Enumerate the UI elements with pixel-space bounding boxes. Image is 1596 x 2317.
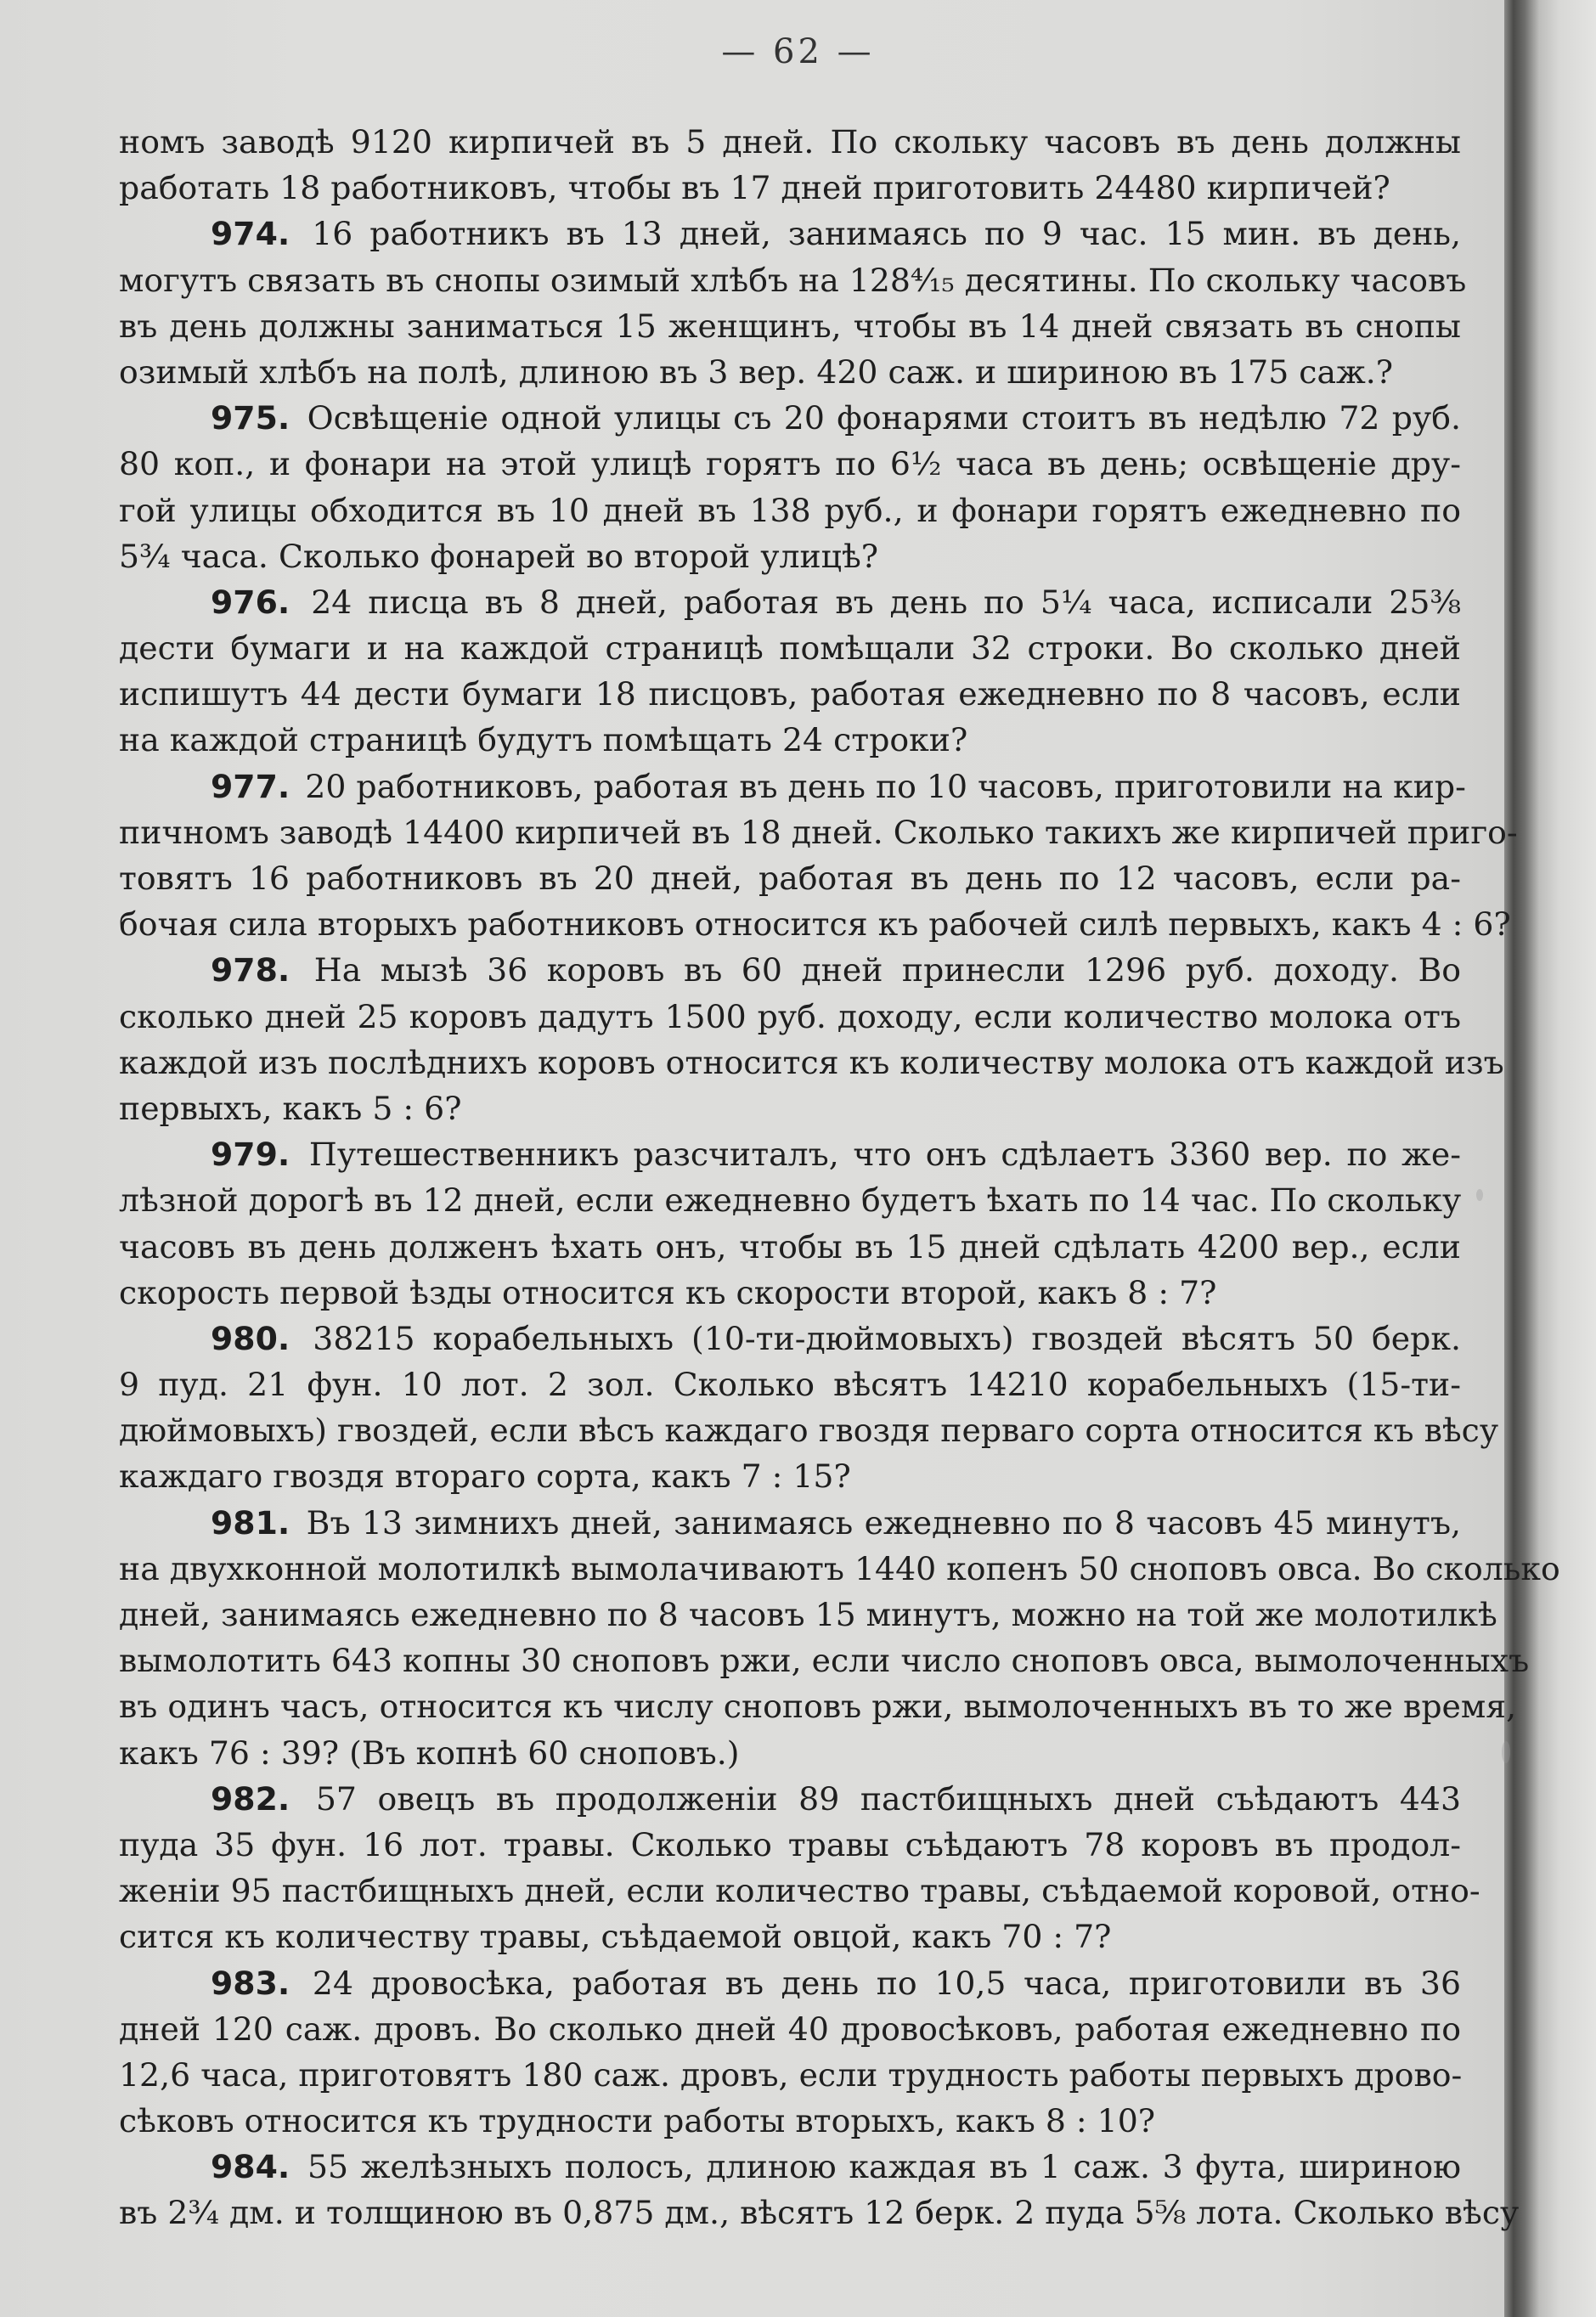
line-text: на двухконной молотилкѣ вымолачиваютъ 1440 копенъ 50 сноповъ овса. Во сколько [119, 1549, 1560, 1587]
line-text: 24 писца въ 8 дней, работая въ день по 5¼ часа, исписали 25⅜ [311, 583, 1461, 621]
line-text: работать 18 работниковъ, чтобы въ 17 дней приготовить 24480 кирпичей? [119, 169, 1390, 207]
line-text: сѣковъ относится къ трудности работы вторыхъ, какъ 8 : 10? [119, 2102, 1156, 2140]
text-line [119, 349, 1461, 395]
text-line [119, 1822, 1461, 1868]
line-text: вымолотить 643 копны 30 сноповъ ржи, если число сноповъ овса, вымолоченныхъ [119, 1642, 1530, 1680]
line-text: дюймовыхъ) гвоздей, если вѣсъ каждаго гвоздя перваго сорта относится къ вѣсу [119, 1412, 1499, 1450]
paper-stain [1476, 1189, 1483, 1201]
problem-start-line [119, 1131, 1461, 1177]
line-text: 5¾ часа. Сколько фонарей во второй улицѣ? [119, 537, 879, 575]
line-text: въ одинъ часъ, относится къ числу сноповъ ржи, вымолоченныхъ въ то же время, [119, 1688, 1517, 1726]
text-line [119, 1407, 1499, 1453]
text-line [119, 855, 1461, 901]
text-line [119, 1224, 1461, 1270]
line-text: лѣзной дорогѣ въ 12 дней, если ежедневно будетъ ѣхать по 14 час. По скольку [119, 1181, 1462, 1220]
line-text: На мызѣ 36 коровъ въ 60 дней принесли 1296 руб. доходу. Во [313, 951, 1461, 989]
text-line [119, 2190, 1520, 2235]
problem-start-line [119, 1776, 1461, 1822]
text-line [119, 2098, 1461, 2144]
text-line [119, 1592, 1497, 1638]
problem-number: 978. [211, 951, 290, 989]
line-text: каждаго гвоздя втораго сорта, какъ 7 : 15? [119, 1457, 851, 1496]
text-line [119, 119, 1461, 165]
text-line [119, 671, 1461, 717]
problem-start-line [119, 211, 1461, 257]
problem-start-line [119, 764, 1466, 809]
line-text: 57 овецъ въ продолженіи 89 пастбищныхъ дней съѣдаютъ 443 [315, 1779, 1461, 1818]
text-line [119, 717, 1461, 763]
text-body [119, 119, 1560, 2236]
line-text: женіи 95 пастбищныхъ дней, если количество травы, съѣдаемой коровой, отно- [119, 1872, 1480, 1910]
line-text: 12,6 часа, приготовятъ 180 саж. дровъ, если трудность работы первыхъ дрово- [119, 2055, 1463, 2094]
problem-number: 982. [211, 1779, 290, 1818]
text-line [119, 165, 1461, 211]
line-text: Въ 13 зимнихъ дней, занимаясь ежедневно по 8 часовъ 45 минутъ, [306, 1503, 1462, 1542]
line-text: 55 желѣзныхъ полосъ, длиною каждая въ 1 саж. 3 фута, шириною [307, 2148, 1461, 2186]
line-text: скорость первой ѣзды относится къ скорости второй, какъ 8 : 7? [119, 1273, 1217, 1311]
line-text: сколько дней 25 коровъ дадутъ 1500 руб. доходу, если количество молока отъ [119, 997, 1461, 1035]
text-line [119, 257, 1467, 303]
line-text: озимый хлѣбъ на полѣ, длиною въ 3 вер. 420 саж. и шириною въ 175 саж.? [119, 352, 1394, 391]
line-text: въ день должны заниматься 15 женщинъ, чтобы въ 14 дней связать въ снопы [119, 307, 1461, 345]
line-text: испишутъ 44 дести бумаги 18 писцовъ, работая ежедневно по 8 часовъ, если [119, 675, 1461, 713]
line-text: 9 пуд. 21 фун. 10 лот. 2 зол. Сколько вѣсятъ 14210 корабельныхъ (15-ти- [119, 1366, 1461, 1404]
line-text: Освѣщеніе одной улицы съ 20 фонарями стоитъ въ недѣлю 72 руб. [307, 399, 1462, 437]
text-line [119, 1453, 1461, 1499]
text-line [119, 1361, 1461, 1407]
line-text: 38215 корабельныхъ (10-ти-дюймовыхъ) гвоздей вѣсятъ 50 берк. [313, 1319, 1461, 1357]
problem-number: 980. [211, 1319, 290, 1357]
text-line [119, 2006, 1461, 2052]
text-line [119, 533, 1461, 579]
text-line [119, 1638, 1530, 1683]
text-line [119, 809, 1518, 855]
problem-number: 979. [211, 1136, 290, 1174]
text-line [119, 1683, 1517, 1729]
text-line [119, 901, 1511, 947]
line-text: товятъ 16 работниковъ въ 20 дней, работая въ день по 12 часовъ, если ра- [119, 860, 1461, 897]
line-text: номъ заводѣ 9120 кирпичей въ 5 дней. По скольку часовъ въ день должны [119, 123, 1461, 161]
text-line [119, 1546, 1560, 1592]
line-text: могутъ связать въ снопы озимый хлѣбъ на 128⁴⁄₁₅ десятины. По скольку часовъ [119, 261, 1467, 299]
problem-start-line [119, 1500, 1461, 1546]
text-line [119, 1730, 1461, 1776]
problem-start-line [119, 2144, 1461, 2190]
line-text: бочая сила вторыхъ работниковъ относится къ рабочей силѣ первыхъ, какъ 4 : 6? [119, 905, 1511, 944]
text-line [119, 994, 1461, 1040]
line-text: 16 работникъ въ 13 дней, занимаясь по 9 час. 15 мин. въ день, [312, 215, 1461, 253]
line-text: дней 120 саж. дровъ. Во сколько дней 40 дровосѣковъ, работая ежедневно по [119, 2010, 1461, 2048]
problem-number: 974. [211, 215, 290, 253]
line-text: пичномъ заводѣ 14400 кирпичей въ 18 дней. Сколько такихъ же кирпичей приго- [119, 813, 1518, 851]
text-line [119, 303, 1461, 349]
line-text: дней, занимаясь ежедневно по 8 часовъ 15 минутъ, можно на той же молотилкѣ [119, 1596, 1497, 1633]
text-line [119, 2052, 1461, 2098]
line-text: какъ 76 : 39? (Въ копнѣ 60 сноповъ.) [119, 1734, 740, 1772]
problem-number: 975. [211, 399, 290, 437]
text-line [119, 488, 1461, 533]
text-line [119, 1040, 1504, 1085]
line-text: 24 дровосѣка, работая въ день по 10,5 часа, приготовили въ 36 [312, 1964, 1462, 2002]
problem-start-line [119, 947, 1461, 993]
text-line [119, 1085, 1461, 1131]
line-text: на каждой страницѣ будутъ помѣщать 24 строки? [119, 721, 968, 759]
text-line [119, 1868, 1480, 1914]
line-text: въ 2¾ дм. и толщиною въ 0,875 дм., вѣсятъ 12 берк. 2 пуда 5⅝ лота. Сколько вѣсу [119, 2194, 1520, 2232]
problem-number: 976. [211, 583, 290, 621]
line-text: каждой изъ послѣднихъ коровъ относится къ количеству молока отъ каждой изъ [119, 1043, 1504, 1081]
problem-start-line [119, 1960, 1461, 2006]
problem-number: 981. [211, 1503, 290, 1542]
line-text: дести бумаги и на каждой страницѣ помѣщали 32 строки. Во сколько дней [119, 629, 1461, 668]
line-text: часовъ въ день долженъ ѣхать онъ, чтобы въ 15 дней сдѣлать 4200 вер., если [119, 1227, 1461, 1266]
line-text: первыхъ, какъ 5 : 6? [119, 1089, 462, 1127]
problem-start-line [119, 579, 1461, 625]
problem-start-line [119, 1316, 1461, 1361]
problem-number: 983. [211, 1964, 290, 2002]
problem-number: 984. [211, 2148, 290, 2186]
line-text: 20 работниковъ, работая въ день по 10 часовъ, приготовили на кир- [305, 767, 1466, 805]
problem-number: 977. [211, 767, 290, 805]
paper-stain [1502, 1741, 1510, 1763]
book-binding-edge [1504, 0, 1596, 2317]
line-text: Путешественникъ разсчиталъ, что онъ сдѣлаетъ 3360 вер. по же- [308, 1136, 1461, 1174]
line-text: гой улицы обходится въ 10 дней въ 138 руб., и фонари горятъ ежедневно по [119, 491, 1461, 529]
text-line [119, 1914, 1461, 1959]
text-line [119, 625, 1461, 671]
line-text: 80 коп., и фонари на этой улицѣ горятъ по 6½ часа въ день; освѣщеніе дру- [119, 445, 1461, 483]
line-text: пуда 35 фун. 16 лот. травы. Сколько травы съѣдаютъ 78 коровъ въ продол- [119, 1825, 1461, 1863]
text-line [119, 1270, 1461, 1316]
problem-start-line [119, 395, 1461, 441]
line-text: сится къ количеству травы, съѣдаемой овцой, какъ 70 : 7? [119, 1918, 1112, 1956]
text-line [119, 441, 1461, 487]
text-line [119, 1177, 1461, 1223]
page-number: — 62 — [721, 32, 875, 71]
